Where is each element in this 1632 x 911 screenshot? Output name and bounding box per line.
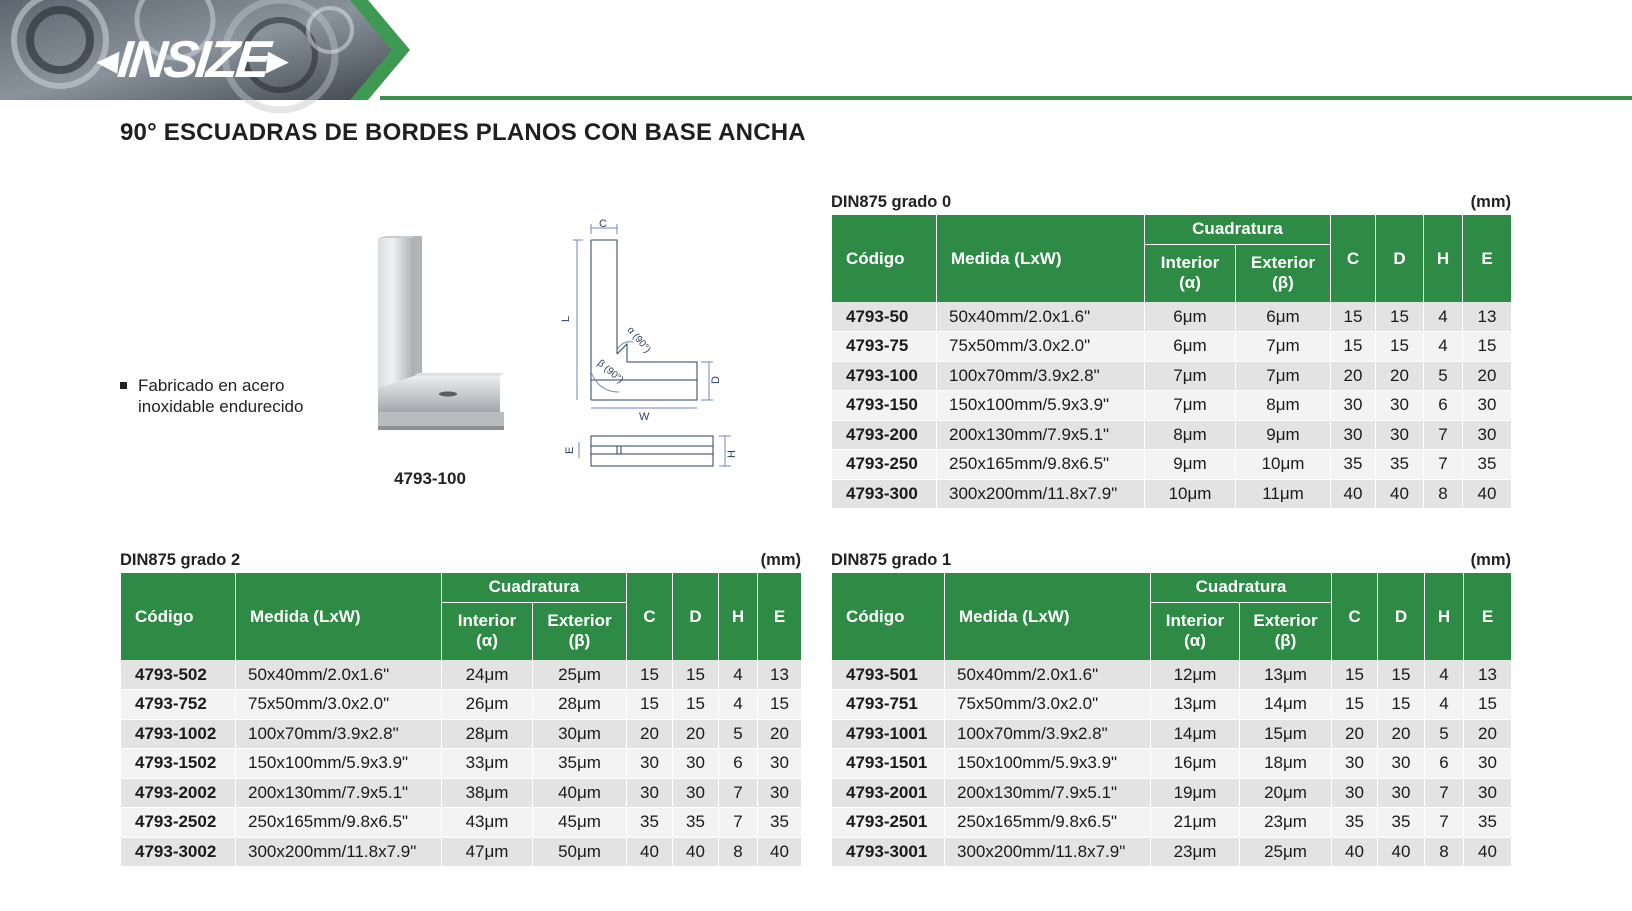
diagram-label-l: L [560,315,572,322]
table-unit: (mm) [760,551,801,569]
cell-exterior: 30μm [533,719,627,749]
header-interior-symbol: (α) [1184,631,1206,651]
cell-h: 6 [719,749,758,779]
cell-h: 5 [1424,361,1463,391]
cell-interior: 7μm [1145,391,1236,421]
header-exterior-label: Exterior [547,611,612,631]
cell-exterior: 25μm [1240,837,1332,867]
table-block-grado-2 [120,551,801,867]
header-cuadratura: Cuadratura [1151,573,1332,602]
cell-c: 20 [627,719,673,749]
technical-diagram [560,218,755,492]
header-c: C [1332,573,1378,660]
cell-size: 75x50mm/3.0x2.0" [937,332,1145,362]
cell-exterior: 50μm [533,837,627,867]
table-title: DIN875 grado 2 [120,551,241,569]
cell-d: 15 [1376,302,1424,332]
header-size: Medida (LxW) [236,573,442,660]
cell-exterior: 35μm [533,749,627,779]
diagram-label-h: H [726,450,738,458]
spec-table-grado-1 [831,573,1512,867]
cell-d: 30 [1378,749,1425,779]
cell-e: 15 [758,690,802,720]
header-d: D [1378,573,1425,660]
page-title: 90° ESCUADRAS DE BORDES PLANOS CON BASE ANCHA [120,119,806,146]
cell-code: 4793-300 [832,479,937,509]
cell-c: 15 [627,690,673,720]
spec-table-grado-0 [831,215,1512,509]
table-row [832,719,1512,749]
cell-c: 15 [1332,660,1378,690]
spec-table-grado-2 [120,573,802,867]
header-e: E [1463,215,1512,302]
cell-e: 40 [1464,837,1512,867]
table-row [121,749,802,779]
header-exterior-label: Exterior [1250,253,1316,273]
cell-size: 250x165mm/9.8x6.5" [236,808,442,838]
diagram-label-c: C [599,218,607,230]
cell-size: 50x40mm/2.0x1.6" [937,302,1145,332]
cell-c: 30 [1332,749,1378,779]
cell-e: 15 [1464,690,1512,720]
header-cuadratura: Cuadratura [442,573,627,602]
cell-c: 40 [627,837,673,867]
cell-d: 35 [673,808,719,838]
cell-c: 30 [1331,420,1376,450]
cell-d: 35 [1376,450,1424,480]
cell-e: 40 [758,837,802,867]
cell-d: 15 [673,660,719,690]
cell-h: 7 [1424,450,1463,480]
cell-c: 20 [1332,719,1378,749]
cell-exterior: 7μm [1236,332,1331,362]
table-row [121,719,802,749]
cell-code: 4793-751 [832,690,945,720]
cell-e: 40 [1463,479,1512,509]
table-row [121,808,802,838]
cell-h: 4 [1424,332,1463,362]
header-d: D [1376,215,1424,302]
table-row [832,361,1512,391]
cell-h: 4 [719,660,758,690]
diagram-label-beta: β (90°) [595,357,626,386]
table-caption [831,551,1511,573]
cell-interior: 43μm [442,808,533,838]
cell-e: 20 [1464,719,1512,749]
cell-exterior: 28μm [533,690,627,720]
cell-exterior: 14μm [1240,690,1332,720]
cell-h: 7 [1424,420,1463,450]
cell-interior: 26μm [442,690,533,720]
cell-h: 7 [719,808,758,838]
cell-exterior: 10μm [1236,450,1331,480]
cell-code: 4793-1001 [832,719,945,749]
cell-interior: 12μm [1151,660,1240,690]
cell-h: 4 [1425,690,1464,720]
header-exterior-label: Exterior [1253,611,1318,631]
table-row [121,837,802,867]
cell-exterior: 13μm [1240,660,1332,690]
cell-e: 20 [758,719,802,749]
diagram-label-d: D [710,376,722,384]
table-row [121,660,802,690]
header-c: C [627,573,673,660]
table-row [832,391,1512,421]
cell-size: 300x200mm/11.8x7.9" [937,479,1145,509]
cell-interior: 38μm [442,778,533,808]
header-exterior-symbol: (β) [1272,273,1294,293]
header-interior-label: Interior [1165,611,1225,631]
cell-c: 30 [1332,778,1378,808]
cell-c: 30 [627,749,673,779]
cell-size: 300x200mm/11.8x7.9" [945,837,1151,867]
header-h: H [719,573,758,660]
table-caption [120,551,801,573]
cell-interior: 13μm [1151,690,1240,720]
cell-interior: 19μm [1151,778,1240,808]
cell-e: 30 [1463,420,1512,450]
header-banner [0,0,1632,102]
cell-size: 200x130mm/7.9x5.1" [945,778,1151,808]
cell-d: 30 [1378,778,1425,808]
cell-d: 15 [1376,332,1424,362]
cell-c: 30 [1331,391,1376,421]
cell-exterior: 7μm [1236,361,1331,391]
diagram-label-e: E [564,446,576,454]
cell-interior: 9μm [1145,450,1236,480]
header-exterior [533,602,627,660]
cell-size: 100x70mm/3.9x2.8" [937,361,1145,391]
cell-e: 30 [1464,778,1512,808]
header-interior [1151,602,1240,660]
cell-h: 6 [1425,749,1464,779]
cell-interior: 21μm [1151,808,1240,838]
cell-h: 8 [1424,479,1463,509]
cell-h: 7 [1425,778,1464,808]
cell-code: 4793-2502 [121,808,236,838]
header-interior [442,602,533,660]
header-code: Código [121,573,236,660]
cell-code: 4793-100 [832,361,937,391]
cell-code: 4793-250 [832,450,937,480]
cell-e: 30 [758,778,802,808]
cell-exterior: 25μm [533,660,627,690]
table-unit: (mm) [1470,551,1511,569]
header-code: Código [832,215,937,302]
table-row [832,420,1512,450]
cell-size: 50x40mm/2.0x1.6" [945,660,1151,690]
cell-size: 75x50mm/3.0x2.0" [236,690,442,720]
diagram-label-alpha: α (90°) [624,324,653,356]
cell-exterior: 15μm [1240,719,1332,749]
cell-e: 13 [1463,302,1512,332]
cell-c: 15 [1331,302,1376,332]
table-block-grado-1 [831,551,1511,867]
cell-d: 40 [1376,479,1424,509]
header-d: D [673,573,719,660]
table-row [832,690,1512,720]
cell-c: 40 [1332,837,1378,867]
cell-c: 30 [627,778,673,808]
cell-h: 5 [719,719,758,749]
cell-exterior: 9μm [1236,420,1331,450]
cell-interior: 33μm [442,749,533,779]
table-row [832,450,1512,480]
table-block-grado-0 [831,193,1511,509]
feature-item [120,375,340,417]
header-h: H [1424,215,1463,302]
cell-d: 20 [1376,361,1424,391]
cell-exterior: 45μm [533,808,627,838]
cell-size: 50x40mm/2.0x1.6" [236,660,442,690]
cell-e: 15 [1463,332,1512,362]
cell-interior: 10μm [1145,479,1236,509]
cell-d: 30 [673,749,719,779]
table-row [832,332,1512,362]
header-exterior-symbol: (β) [1274,631,1297,651]
header-exterior-symbol: (β) [568,631,591,651]
cell-c: 35 [627,808,673,838]
cell-e: 35 [758,808,802,838]
cell-e: 30 [758,749,802,779]
cell-d: 15 [1378,660,1425,690]
table-row [832,808,1512,838]
cell-h: 4 [1425,660,1464,690]
table-row [832,302,1512,332]
header-interior-symbol: (α) [476,631,498,651]
cell-interior: 8μm [1145,420,1236,450]
cell-code: 4793-200 [832,420,937,450]
cell-size: 250x165mm/9.8x6.5" [937,450,1145,480]
cell-code: 4793-1002 [121,719,236,749]
header-interior-label: Interior [457,611,517,631]
header-exterior [1240,602,1332,660]
logo-right-arrow-icon: ▸ [265,38,291,82]
product-photo [378,236,518,438]
cell-h: 6 [1424,391,1463,421]
cell-c: 15 [1332,690,1378,720]
cell-exterior: 6μm [1236,302,1331,332]
cell-h: 7 [719,778,758,808]
cell-interior: 14μm [1151,719,1240,749]
header-code: Código [832,573,945,660]
header-e: E [758,573,802,660]
insize-logo [95,30,291,90]
cell-d: 20 [1378,719,1425,749]
cell-interior: 6μm [1145,302,1236,332]
cell-d: 40 [673,837,719,867]
cell-code: 4793-2001 [832,778,945,808]
cell-d: 30 [1376,391,1424,421]
cell-size: 250x165mm/9.8x6.5" [945,808,1151,838]
cell-code: 4793-50 [832,302,937,332]
cell-interior: 47μm [442,837,533,867]
cell-code: 4793-2002 [121,778,236,808]
table-row [832,749,1512,779]
cell-code: 4793-3002 [121,837,236,867]
cell-exterior: 20μm [1240,778,1332,808]
cell-size: 150x100mm/5.9x3.9" [945,749,1151,779]
cell-e: 13 [758,660,802,690]
table-row [121,778,802,808]
cell-exterior: 23μm [1240,808,1332,838]
header-interior [1145,244,1236,302]
cell-e: 30 [1463,391,1512,421]
cell-size: 200x130mm/7.9x5.1" [236,778,442,808]
cell-interior: 6μm [1145,332,1236,362]
cell-exterior: 11μm [1236,479,1331,509]
header-cuadratura: Cuadratura [1145,215,1331,244]
cell-code: 4793-3001 [832,837,945,867]
cell-code: 4793-752 [121,690,236,720]
cell-c: 40 [1331,479,1376,509]
cell-d: 30 [673,778,719,808]
cell-e: 35 [1464,808,1512,838]
cell-h: 5 [1425,719,1464,749]
cell-code: 4793-1501 [832,749,945,779]
cell-c: 20 [1331,361,1376,391]
cell-e: 20 [1463,361,1512,391]
table-title: DIN875 grado 0 [831,193,952,211]
cell-code: 4793-150 [832,391,937,421]
diagram-label-w: W [639,411,650,423]
cell-code: 4793-501 [832,660,945,690]
table-row [832,778,1512,808]
table-row [832,837,1512,867]
cell-e: 30 [1464,749,1512,779]
cell-e: 35 [1463,450,1512,480]
cell-code: 4793-2501 [832,808,945,838]
logo-left-arrow-icon: ◂ [95,38,121,82]
cell-h: 7 [1425,808,1464,838]
cell-size: 200x130mm/7.9x5.1" [937,420,1145,450]
cell-interior: 7μm [1145,361,1236,391]
cell-interior: 24μm [442,660,533,690]
cell-code: 4793-75 [832,332,937,362]
header-e: E [1464,573,1512,660]
cell-size: 150x100mm/5.9x3.9" [236,749,442,779]
table-row [121,690,802,720]
header-interior-label: Interior [1160,253,1220,273]
table-unit: (mm) [1470,193,1511,211]
cell-interior: 16μm [1151,749,1240,779]
table-caption [831,193,1511,215]
cell-exterior: 40μm [533,778,627,808]
table-row [832,660,1512,690]
cell-c: 35 [1332,808,1378,838]
cell-size: 150x100mm/5.9x3.9" [937,391,1145,421]
header-h: H [1425,573,1464,660]
cell-h: 4 [719,690,758,720]
cell-h: 8 [1425,837,1464,867]
cell-size: 100x70mm/3.9x2.8" [236,719,442,749]
cell-size: 100x70mm/3.9x2.8" [945,719,1151,749]
cell-d: 15 [1378,690,1425,720]
cell-code: 4793-502 [121,660,236,690]
cell-code: 4793-1502 [121,749,236,779]
cell-c: 35 [1331,450,1376,480]
cell-e: 13 [1464,660,1512,690]
cell-d: 40 [1378,837,1425,867]
cell-interior: 28μm [442,719,533,749]
cell-size: 300x200mm/11.8x7.9" [236,837,442,867]
cell-d: 20 [673,719,719,749]
cell-exterior: 8μm [1236,391,1331,421]
cell-exterior: 18μm [1240,749,1332,779]
cell-d: 35 [1378,808,1425,838]
header-exterior [1236,244,1331,302]
logo-text: INSIZE [115,31,271,89]
header-c: C [1331,215,1376,302]
cell-interior: 23μm [1151,837,1240,867]
product-caption: 4793-100 [394,469,466,488]
feature-text: Fabricado en acero inoxidable endurecido [138,376,304,416]
cell-c: 15 [1331,332,1376,362]
bullet-icon [120,382,127,389]
cell-d: 30 [1376,420,1424,450]
cell-c: 15 [627,660,673,690]
cell-h: 4 [1424,302,1463,332]
header-size: Medida (LxW) [945,573,1151,660]
table-row [832,479,1512,509]
cell-d: 15 [673,690,719,720]
cell-h: 8 [719,837,758,867]
table-title: DIN875 grado 1 [831,551,952,569]
cell-size: 75x50mm/3.0x2.0" [945,690,1151,720]
header-interior-symbol: (α) [1179,273,1201,293]
header-size: Medida (LxW) [937,215,1145,302]
